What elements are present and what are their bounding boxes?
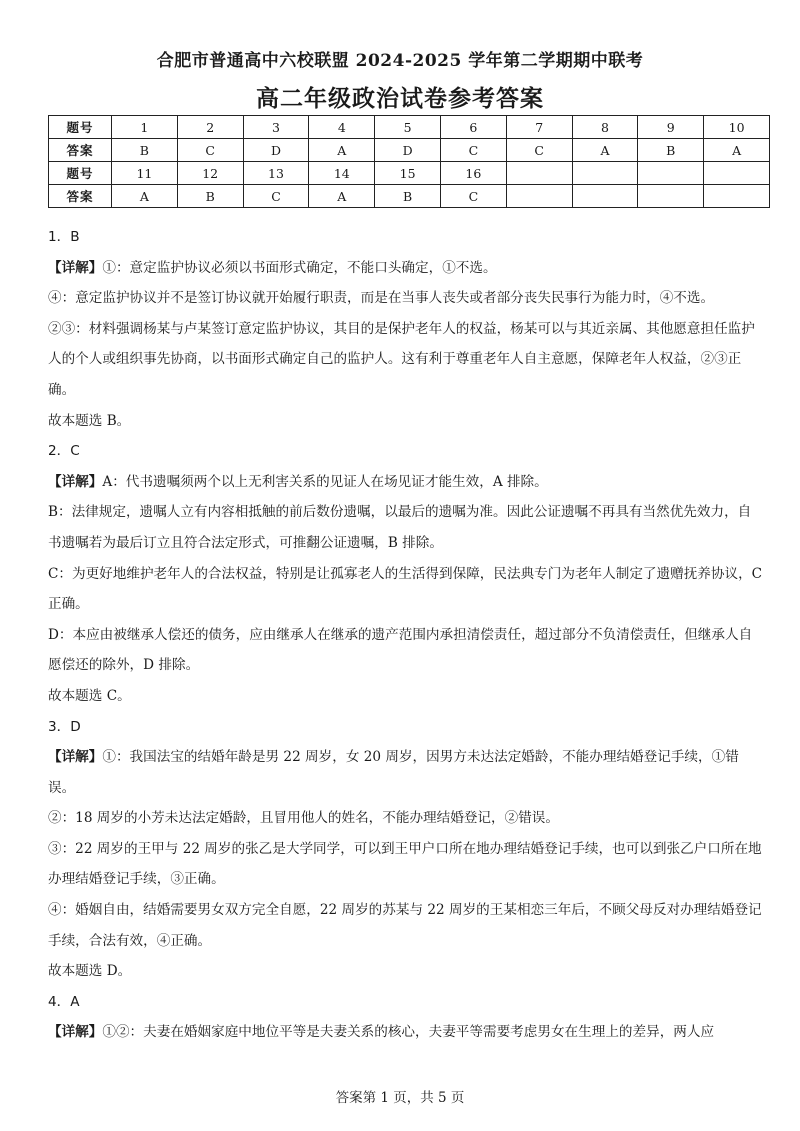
question-number-row [49, 162, 770, 185]
question-number-cell: 13 [243, 162, 309, 185]
explanation-text: ①②：夫妻在婚姻家庭中地位平等是夫妻关系的核心，夫妻平等需要考虑男女在生理上的差异，两人应 [102, 1024, 715, 1041]
answer-cell: A [704, 139, 770, 162]
explanation-label: 【详解】 [48, 1024, 103, 1041]
question-answer-heading: 3．D [48, 718, 81, 735]
page-footer: 答案第 1 页，共 5 页 [335, 1090, 465, 1106]
answer-table [48, 115, 770, 208]
answer-cell [572, 185, 638, 208]
explanation-paragraph [48, 253, 764, 284]
explanation-text: ①：我国法宝的结婚年龄是男 22 周岁，女 20 周岁，因男方未达法定婚龄，不能办理结婚登记手续，①错误。 [48, 749, 739, 796]
question-number-cell: 6 [440, 116, 506, 139]
explanation-text: ②③：材料强调杨某与卢某签订意定监护协议，其目的是保护老年人的权益，杨某可以与其近亲属、其他愿意担任监护人的个人或组织事先协商，以书面形式确定自己的监护人。这有利于尊重老年人自主意愿，保障老年人权益，②③正确。 [48, 320, 755, 398]
explanation-text: B：法律规定，遗嘱人立有内容相抵触的前后数份遗嘱，以最后的遗嘱为准。因此公证遗嘱不再具有当然优先效力，自书遗嘱若为最后订立且符合法定形式，可推翻公证遗嘱，B 排除。 [48, 504, 752, 551]
explanation-paragraph [48, 681, 764, 712]
explanation-paragraph [48, 742, 764, 803]
question-number-cell: 2 [177, 116, 243, 139]
explanation-paragraph [48, 803, 764, 834]
question-number-cell: 4 [309, 116, 375, 139]
question-number-cell: 16 [440, 162, 506, 185]
explanation-label: 【详解】 [48, 473, 103, 490]
answer-label-cell: 答案 [49, 185, 112, 208]
question-number-cell: 7 [506, 116, 572, 139]
explanation-paragraph [48, 895, 764, 956]
answer-cell: C [440, 185, 506, 208]
explanation-label: 【详解】 [48, 259, 103, 276]
answer-cell: C [440, 139, 506, 162]
explanation-text: A：代书遗嘱须两个以上无利害关系的见证人在场见证才能生效，A 排除。 [102, 473, 548, 490]
explanation-paragraph [48, 834, 764, 895]
answer-cell: A [309, 139, 375, 162]
answer-cell: A [112, 185, 178, 208]
explanation-paragraph [48, 283, 764, 314]
explanation-text: ③：22 周岁的王甲与 22 周岁的张乙是大学同学，可以到王甲户口所在地办理结婚登记手续，也可以到张乙户口所在地办理结婚登记手续，③正确。 [48, 840, 762, 888]
explanation-paragraph [48, 467, 764, 498]
question-number-cell: 15 [375, 162, 441, 185]
explanation-paragraph [48, 314, 764, 406]
question-number-cell [572, 162, 638, 185]
number-label-cell: 题号 [49, 116, 112, 139]
question-number-cell: 12 [177, 162, 243, 185]
question-number-cell: 5 [375, 116, 441, 139]
answer-row [49, 185, 770, 208]
explanation-paragraph [48, 559, 764, 620]
question-number-cell: 10 [704, 116, 770, 139]
question-number-cell: 8 [572, 116, 638, 139]
answer-cell: C [243, 185, 309, 208]
question-number-cell: 3 [243, 116, 309, 139]
question-number-cell [506, 162, 572, 185]
explanation-text: 故本题选 C。 [48, 687, 131, 704]
answer-cell [704, 185, 770, 208]
explanation-paragraph [48, 1017, 764, 1048]
number-label-cell: 题号 [49, 162, 112, 185]
answer-cell: C [177, 139, 243, 162]
answer-label-cell: 答案 [49, 139, 112, 162]
answer-cell: B [375, 185, 441, 208]
question-answer-heading: 2．C [48, 443, 80, 460]
explanation-text: ①：意定监护协议必须以书面形式确定，不能口头确定，①不选。 [102, 259, 497, 276]
question-number-cell: 11 [112, 162, 178, 185]
question-number-cell [704, 162, 770, 185]
explanation-text: ②：18 周岁的小芳未达法定婚龄，且冒用他人的姓名，不能办理结婚登记，②错误。 [48, 810, 559, 827]
question-answer-heading: 1．B [48, 229, 80, 245]
answer-key-title: 高二年级政治试卷参考答案 [256, 86, 544, 112]
question-number-cell: 14 [309, 162, 375, 185]
question-number-cell: 1 [112, 116, 178, 139]
explanation-text: 故本题选 B。 [48, 412, 131, 429]
explanation-text: ④：婚姻自由，结婚需要男女双方完全自愿，22 周岁的苏某与 22 周岁的王某相恋三年后，不顾父母反对办理结婚登记手续，合法有效，④正确。 [48, 902, 762, 949]
answer-cell: A [309, 185, 375, 208]
answer-row [49, 139, 770, 162]
answer-cell: D [243, 139, 309, 162]
answer-cell: D [375, 139, 441, 162]
explanation-paragraph [48, 406, 764, 437]
explanation-label: 【详解】 [48, 749, 103, 766]
exam-title: 合肥市普通高中六校联盟 2024-2025 学年第二学期期中联考 [156, 51, 644, 71]
explanation-paragraph [48, 956, 764, 987]
answer-cell: B [112, 139, 178, 162]
question-number-cell: 9 [638, 116, 704, 139]
answer-cell [638, 185, 704, 208]
answer-cell: A [572, 139, 638, 162]
question-answer-heading: 4．A [48, 993, 80, 1010]
answer-cell: B [177, 185, 243, 208]
question-number-cell [638, 162, 704, 185]
answer-cell: C [506, 139, 572, 162]
explanation-text: ④：意定监护协议并不是签订协议就开始履行职责，而是在当事人丧失或者部分丧失民事行为能力时，④不选。 [48, 290, 715, 307]
answer-cell [506, 185, 572, 208]
answer-cell: B [638, 139, 704, 162]
explanation-paragraph [48, 497, 764, 558]
explanation-text: D：本应由被继承人偿还的债务，应由继承人在继承的遗产范围内承担清偿责任，超过部分不负清偿责任，但继承人自愿偿还的除外，D 排除。 [48, 626, 753, 674]
explanation-text: 故本题选 D。 [48, 963, 132, 980]
question-number-row [49, 116, 770, 139]
explanation-text: C：为更好地维护老年人的合法权益，特别是让孤寡老人的生活得到保障，民法典专门为老年人制定了遗赠抚养协议，C 正确。 [48, 565, 763, 613]
explanation-paragraph [48, 620, 764, 681]
explanations [48, 222, 764, 1048]
